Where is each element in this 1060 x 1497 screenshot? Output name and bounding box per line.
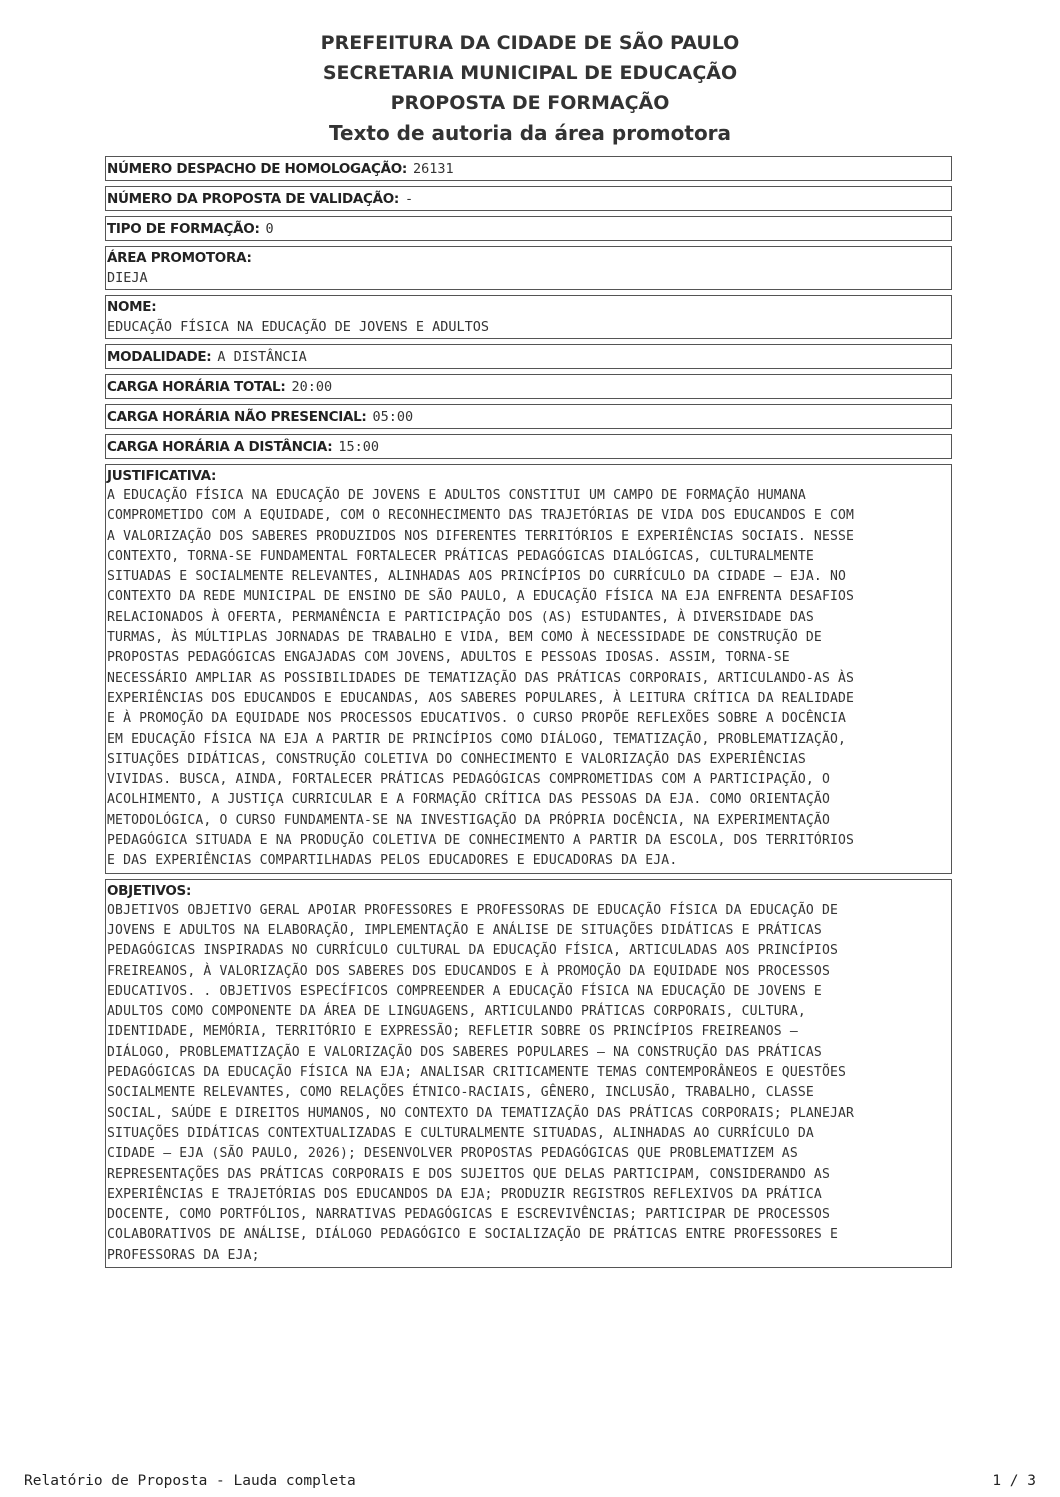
field-carga-nao-presencial-label: CARGA HORÁRIA NÃO PRESENCIAL:	[107, 409, 367, 425]
field-carga-total	[105, 374, 952, 399]
field-carga-distancia	[105, 434, 952, 459]
header-secretaria: SECRETARIA MUNICIPAL DE EDUCAÇÃO	[322, 62, 738, 84]
field-area-promotora	[105, 246, 952, 290]
field-proposta-validacao-value: -	[405, 191, 414, 207]
field-modalidade-label: MODALIDADE:	[107, 349, 212, 365]
field-objetivos	[105, 879, 952, 1268]
field-area-promotora-value: DIEJA	[107, 270, 148, 286]
footer-report-title: Relatório de Proposta - Lauda completa	[24, 1473, 356, 1489]
field-nome-label: NOME:	[107, 299, 157, 315]
field-justificativa-text: A EDUCAÇÃO FÍSICA NA EDUCAÇÃO DE JOVENS E ADULTOS CONSTITUI UM CAMPO DE FORMAÇÃO HUMANA COMPROMETIDO COM A EQUIDADE, COM O RECONHECIMENTO DAS TRAJETÓRIAS DE VIDA DOS EDUCANDOS E COM A VALORIZAÇÃO DOS SABERES PRODUZIDOS NOS DIFERENTES TERRITÓRIOS E EXPERIÊNCIAS SOCIAIS. NESSE CONTEXTO, TORNA-SE FUNDAMENTAL FORTALECER PRÁTICAS PEDAGÓGICAS DIALÓGICAS, CULTURALMENTE SITUADAS E SOCIALMENTE RELEVANTES, ALINHADAS AOS PRINCÍPIOS DO CURRÍCULO DA CIDADE — EJA. NO CONTEXTO DA REDE MUNICIPAL DE ENSINO DE SÃO PAULO, A EDUCAÇÃO FÍSICA NA EJA ENFRENTA DESAFIOS RELACIONADOS À OFERTA, PERMANÊNCIA E PARTICIPAÇÃO DOS (AS) ESTUDANTES, À DIVERSIDADE DAS TURMAS, ÀS MÚLTIPLAS JORNADAS DE TRABALHO E VIDA, BEM COMO À NECESSIDADE DE CONSTRUÇÃO DE PROPOSTAS PEDAGÓGICAS ENGAJADAS COM JOVENS, ADULTOS E PESSOAS IDOSAS. ASSIM, TORNA-SE NECESSÁRIO AMPLIAR AS POSSIBILIDADES DE TEMATIZAÇÃO DAS PRÁTICAS CORPORAIS, ARTICULANDO-AS ÀS EXPERIÊNCIAS DOS EDUCANDOS E EDUCANDAS, AOS SABERES POPULARES, À LEITURA CRÍTICA DA REALIDADE E À PROMOÇÃO DA EQUIDADE NOS PROCESSOS EDUCATIVOS. O CURSO PROPÕE REFLEXÕES SOBRE A DOCÊNCIA EM EDUCAÇÃO FÍSICA NA EJA A PARTIR DE PRINCÍPIOS COMO DIÁLOGO, TEMATIZAÇÃO, PROBLEMATIZAÇÃO, SITUAÇÕES DIDÁTICAS, CONSTRUÇÃO COLETIVA DO CONHECIMENTO E VALORIZAÇÃO DAS EXPERIÊNCIAS VIVIDAS. BUSCA, AINDA, FORTALECER PRÁTICAS PEDAGÓGICAS COMPROMETIDAS COM A PARTICIPAÇÃO, O ACOLHIMENTO, A JUSTIÇA CURRICULAR E A FORMAÇÃO CRÍTICA DAS PESSOAS DA EJA. COMO ORIENTAÇÃO METODOLÓGICA, O CURSO FUNDAMENTA-SE NA INVESTIGAÇÃO DA PRÓPRIA DOCÊNCIA, NA EXPERIMENTAÇÃO PEDAGÓGICA SITUADA E NA PRODUÇÃO COLETIVA DE CONHECIMENTO A PARTIR DA ESCOLA, DOS TERRITÓRIOS E DAS EXPERIÊNCIAS COMPARTILHADAS PELOS EDUCADORES E EDUCADORAS DA EJA.	[107, 488, 855, 869]
document-header	[0, 28, 1060, 148]
field-carga-nao-presencial	[105, 404, 952, 429]
field-proposta-validacao-label: NÚMERO DA PROPOSTA DE VALIDAÇÃO:	[107, 191, 400, 207]
field-modalidade-value: A DISTÂNCIA	[217, 349, 307, 365]
field-tipo-formacao-value: 0	[265, 221, 274, 237]
field-despacho	[105, 156, 952, 181]
field-carga-nao-presencial-value: 05:00	[372, 409, 414, 425]
field-objetivos-text: OBJETIVOS OBJETIVO GERAL APOIAR PROFESSORES E PROFESSORAS DE EDUCAÇÃO FÍSICA DA EDUCAÇÃO DE JOVENS E ADULTOS NA ELABORAÇÃO, IMPLEMENTAÇÃO E ANÁLISE DE SITUAÇÕES DIDÁTICAS E PRÁTICAS PEDAGÓGICAS INSPIRADAS NO CURRÍCULO CULTURAL DA EDUCAÇÃO FÍSICA, ARTICULADAS AOS PRINCÍPIOS FREIREANOS, À VALORIZAÇÃO DOS SABERES DOS EDUCANDOS E À PROMOÇÃO DA EQUIDADE NOS PROCESSOS EDUCATIVOS. . OBJETIVOS ESPECÍFICOS COMPREENDER A EDUCAÇÃO FÍSICA NA EDUCAÇÃO DE JOVENS E ADULTOS COMO COMPONENTE DA ÁREA DE LINGUAGENS, ARTICULANDO PRÁTICAS CORPORAIS, CULTURA, IDENTIDADE, MEMÓRIA, TERRITÓRIO E EXPRESSÃO; REFLETIR SOBRE OS PRINCÍPIOS FREIREANOS — DIÁLOGO, PROBLEMATIZAÇÃO E VALORIZAÇÃO DOS SABERES POPULARES — NA CONSTRUÇÃO DAS PRÁTICAS PEDAGÓGICAS DA EDUCAÇÃO FÍSICA NA EJA; ANALISAR CRITICAMENTE TEMAS CONTEMPORÂNEOS E QUESTÕES SOCIALMENTE RELEVANTES, COMO RELAÇÕES ÉTNICO-RACIAIS, GÊNERO, INCLUSÃO, TRABALHO, CLASSE SOCIAL, SAÚDE E DIREITOS HUMANOS, NO CONTEXTO DA TEMATIZAÇÃO DAS PRÁTICAS CORPORAIS; PLANEJAR SITUAÇÕES DIDÁTICAS CONTEXTUALIZADAS E CULTURALMENTE SITUADAS, ALINHADAS AO CURRÍCULO DA CIDADE — EJA (SÃO PAULO, 2026); DESENVOLVER PROPOSTAS PEDAGÓGICAS QUE PROBLEMATIZEM AS REPRESENTAÇÕES DAS PRÁTICAS CORPORAIS E DOS SUJEITOS QUE DELAS PARTICIPAM, CONSIDERANDO AS EXPERIÊNCIAS E TRAJETÓRIAS DOS EDUCANDOS DA EJA; PRODUZIR REGISTROS REFLEXIVOS DA PRÁTICA DOCENTE, COMO PORTFÓLIOS, NARRATIVAS PEDAGÓGICAS E ESCREVIVÊNCIAS; PARTICIPAR DE PROCESSOS COLABORATIVOS DE ANÁLISE, DIÁLOGO PEDAGÓGICO E SOCIALIZAÇÃO DE PRÁTICAS ENTRE PROFESSORES E PROFESSORAS DA EJA;	[107, 902, 855, 1263]
field-carga-total-label: CARGA HORÁRIA TOTAL:	[107, 379, 286, 395]
field-despacho-value: 26131	[413, 161, 454, 177]
field-tipo-formacao-label: TIPO DE FORMAÇÃO:	[107, 221, 260, 237]
footer-page-number: 1 / 3	[992, 1473, 1036, 1489]
field-nome	[105, 295, 952, 339]
proposal-fields	[105, 156, 952, 1273]
header-prefeitura: PREFEITURA DA CIDADE DE SÃO PAULO	[320, 32, 740, 54]
field-modalidade	[105, 344, 952, 369]
header-proposta: PROPOSTA DE FORMAÇÃO	[390, 92, 670, 114]
field-despacho-label: NÚMERO DESPACHO DE HOMOLOGAÇÃO:	[107, 161, 407, 177]
header-subtitle: Texto de autoria da área promotora	[328, 121, 732, 145]
field-justificativa-label: JUSTIFICATIVA:	[107, 468, 217, 484]
field-nome-value: EDUCAÇÃO FÍSICA NA EDUCAÇÃO DE JOVENS E ADULTOS	[107, 319, 490, 335]
field-carga-total-value: 20:00	[291, 379, 333, 395]
page-footer	[24, 1473, 1036, 1495]
field-justificativa	[105, 464, 952, 874]
field-tipo-formacao	[105, 216, 952, 241]
field-proposta-validacao	[105, 186, 952, 211]
field-carga-distancia-value: 15:00	[338, 439, 380, 455]
field-area-promotora-label: ÁREA PROMOTORA:	[107, 250, 252, 266]
field-objetivos-label: OBJETIVOS:	[107, 882, 192, 899]
field-carga-distancia-label: CARGA HORÁRIA A DISTÂNCIA:	[107, 439, 333, 455]
